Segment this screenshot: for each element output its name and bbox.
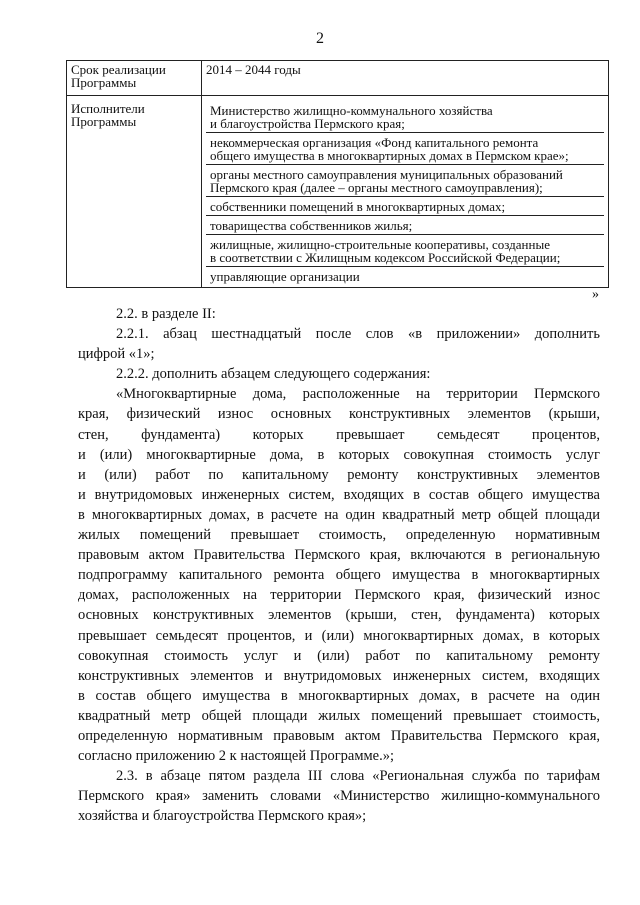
- list-item: [206, 133, 604, 165]
- list-item: [206, 216, 604, 235]
- item-line: общего имущества в многоквартирных домах в Пермском крае»;: [210, 148, 569, 163]
- word: 2.2.1.: [116, 326, 149, 343]
- item-line: собственники помещений в многоквартирных домах;: [210, 199, 506, 214]
- text-line: в многоквартирных домах, в расчете на один квадратный метр общей площади: [78, 506, 600, 523]
- text-line: квадратный метр общей площади жилых помещений превышает стоимость,: [78, 707, 600, 724]
- text-line: жилых помещений превышает стоимость, определенную нормативным: [78, 527, 600, 544]
- value-cell: [202, 61, 609, 96]
- list-item: [206, 165, 604, 197]
- list-item: [206, 267, 604, 285]
- label-line: Программы: [71, 114, 137, 129]
- label-cell: [67, 61, 202, 96]
- text-line: подпрограмму капитального ремонта общего имущества в многоквартирных: [78, 567, 600, 584]
- text-line: согласно приложению 2 к настоящей Программе.»;: [78, 748, 395, 765]
- text-line: превышает семьдесят процентов, и (или) многоквартирных домах, в которых: [78, 627, 600, 644]
- word: шестнадцатый: [211, 326, 302, 343]
- text-line: определенную нормативным правовым актом Правительства Пермского края,: [78, 727, 600, 744]
- closing-quote: »: [592, 287, 599, 302]
- item-line: в соответствии с Жилищным кодексом Российской Федерации;: [210, 250, 561, 265]
- list-item: [206, 235, 604, 267]
- text-line: 2.3. в абзаце пятом раздела III слова «Региональная служба по тарифам: [116, 768, 600, 785]
- text-line: совокупная стоимость услуг и (или) работ по капитальному ремонту: [78, 647, 600, 664]
- page-number: 2: [316, 30, 324, 47]
- text-line: конструктивных элементов и внутридомовых инженерных систем, входящих: [78, 667, 600, 684]
- word: дополнить: [534, 326, 600, 343]
- text-line: и (или) работ по капитальному ремонту конструктивных элементов: [78, 466, 600, 483]
- text-line: «Многоквартирные дома, расположенные на территории Пермского: [116, 386, 600, 403]
- text-line: и (или) многоквартирные дома, в которых совокупная стоимость услуг: [78, 446, 600, 463]
- text-line: правовым актом Правительства Пермского края, включаются в региональную: [78, 547, 600, 564]
- list-item: [206, 98, 604, 133]
- word: абзац: [163, 326, 197, 343]
- item-line: жилищные, жилищно-строительные кооперативы, созданные: [210, 237, 550, 252]
- item-line: органы местного самоуправления муниципальных образований: [210, 167, 563, 182]
- text-line: Пермского края» заменить словами «Министерство жилищно-коммунального: [78, 788, 600, 805]
- item-line: некоммерческая организация «Фонд капитального ремонта: [210, 135, 539, 150]
- item-line: Министерство жилищно-коммунального хозяйства: [210, 103, 493, 118]
- text-line: края, физический износ основных конструктивных элементов (крыши,: [78, 406, 600, 423]
- quoted-paragraph: [78, 384, 600, 766]
- paragraph: 2.2.2. дополнить абзацем следующего содержания:: [116, 366, 431, 383]
- term-value: 2014 – 2044 годы: [206, 62, 301, 77]
- table-row: [67, 61, 609, 96]
- text-line: стен, фундамента) которых превышает семьдесят процентов,: [78, 426, 600, 443]
- item-line: управляющие организации: [210, 269, 360, 284]
- label-cell: [67, 96, 202, 288]
- text-line: и внутридомовых инженерных систем, входящих в состав общего имущества: [78, 486, 600, 503]
- paragraph: цифрой «1»;: [78, 346, 155, 363]
- document-body: [78, 304, 600, 826]
- item-line: и благоустройства Пермского края;: [210, 116, 405, 131]
- word: приложении»: [436, 326, 521, 343]
- word: слов: [365, 326, 394, 343]
- label-line: Срок реализации: [71, 62, 166, 77]
- text-line: домах, расположенных на территории Пермского края, физический износ: [78, 587, 600, 604]
- word: после: [315, 326, 352, 343]
- paragraph-line: [78, 324, 600, 344]
- executors-cell: [202, 96, 609, 288]
- label-line: Программы: [71, 75, 137, 90]
- text-line: в состав общего имущества в многоквартирных домах, в расчете на один: [78, 687, 600, 704]
- text-line: основных конструктивных элементов (крыши, стен, фундамента) которых: [78, 607, 600, 624]
- label-line: Исполнители: [71, 101, 145, 116]
- word: «в: [408, 326, 423, 343]
- table-row: [67, 96, 609, 288]
- item-line: Пермского края (далее – органы местного самоуправления);: [210, 180, 543, 195]
- paragraph: 2.2. в разделе II:: [116, 306, 216, 322]
- text-line: хозяйства и благоустройства Пермского края»;: [78, 808, 367, 825]
- list-item: [206, 197, 604, 216]
- paragraph: [78, 766, 600, 826]
- program-passport-table: [66, 60, 609, 288]
- item-line: товарищества собственников жилья;: [210, 218, 413, 233]
